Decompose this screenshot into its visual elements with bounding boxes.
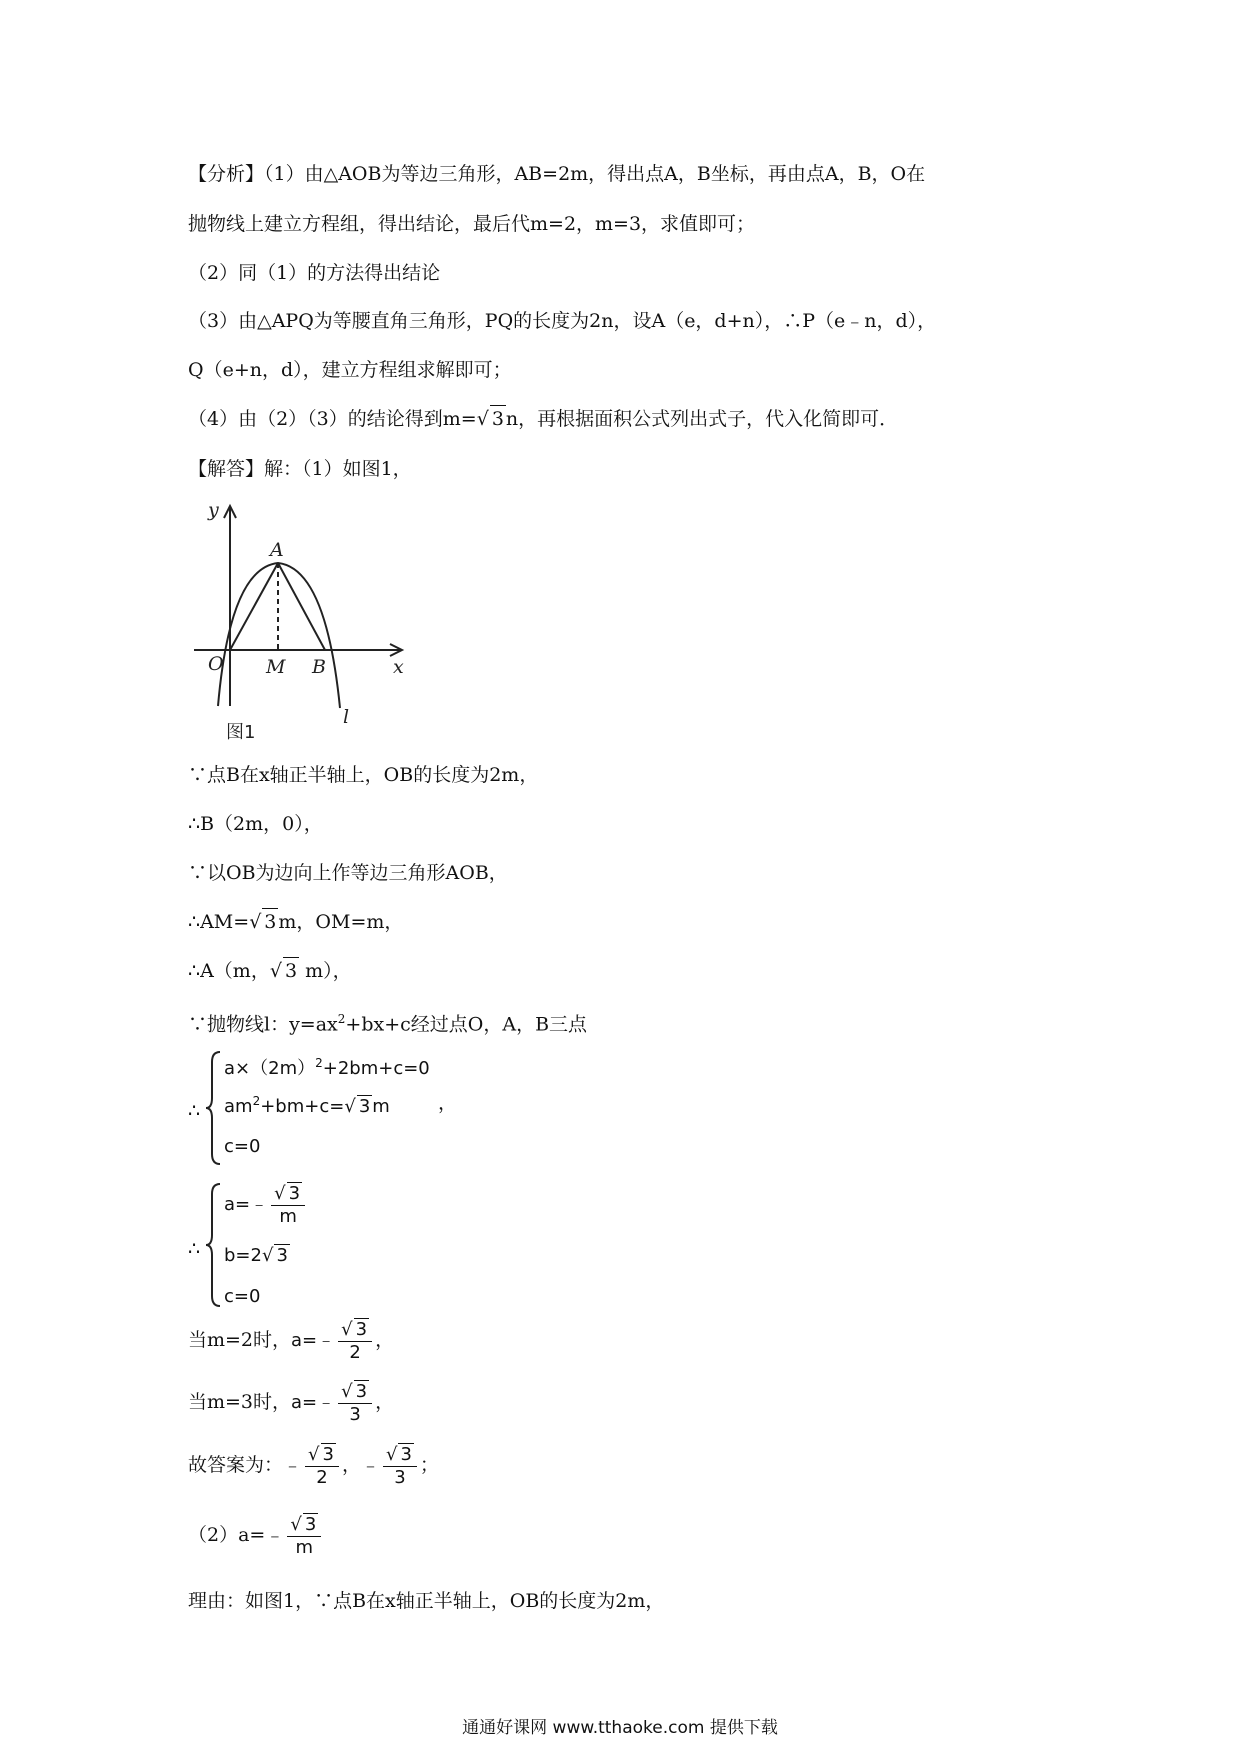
sqrt: √ 3: [477, 405, 506, 432]
fraction: $\frac{√ 3}{2}$: [305, 1443, 339, 1489]
analysis-line-3: （2）同（1）的方法得出结论: [188, 262, 441, 284]
text: am: [224, 1096, 253, 1117]
equation-3: c=0: [224, 1136, 261, 1157]
footer: 通通好课网 www.tthaoke.com 提供下载: [462, 1718, 778, 1738]
text: +bx+c经过点O，A，B三点: [345, 1013, 588, 1036]
equation-c: c=0: [224, 1286, 261, 1307]
text: a=﹣: [224, 1194, 269, 1215]
text: 当m=3时，: [188, 1391, 292, 1413]
therefore-symbol: ∴: [188, 1238, 201, 1260]
text: a=﹣: [291, 1392, 336, 1413]
brace: [204, 1048, 224, 1168]
step-3: ∵以OB为边向上作等边三角形AOB，: [188, 862, 508, 884]
text: ，: [375, 1329, 395, 1351]
o-label: O: [208, 653, 224, 675]
analysis-line-1: 【分析】（1）由△AOB为等边三角形，AB=2m，得出点A，B坐标，再由点A，B，O在: [188, 163, 926, 185]
fraction: $\frac{√ 3}{2}$: [338, 1318, 372, 1364]
analysis-line-2: 抛物线上建立方程组，得出结论，最后代m=2，m=3，求值即可；: [188, 213, 756, 235]
text: a=﹣: [291, 1330, 336, 1351]
text: a×（2m）: [224, 1058, 316, 1079]
superscript: 2: [337, 1012, 346, 1026]
step-4: [188, 908, 403, 935]
text: +2bm+c=0: [322, 1058, 430, 1079]
fraction: $\frac{√ 3}{m}$: [271, 1182, 305, 1228]
comma: ，: [438, 1092, 458, 1114]
answer-line: [188, 1443, 439, 1489]
l-label: l: [343, 706, 350, 728]
step-5: [188, 957, 352, 984]
analysis-line-6: [188, 405, 898, 432]
equation-a: [224, 1182, 308, 1228]
text: m: [372, 1096, 390, 1117]
b-label: B: [312, 656, 326, 678]
text: ，﹣: [341, 1454, 380, 1476]
text: ∵抛物线l：y=ax: [188, 1013, 338, 1036]
text: +bm+c=: [260, 1096, 345, 1117]
therefore-symbol: ∴: [188, 1100, 201, 1122]
fraction: $\frac{√ 3}{3}$: [338, 1380, 372, 1426]
case-m2: [188, 1318, 394, 1364]
equation-1: [224, 1054, 430, 1080]
step-1: ∵点B在x轴正半轴上，OB的长度为2m，: [188, 764, 539, 786]
fraction: $\frac{√ 3}{m}$: [287, 1513, 321, 1559]
text: m，OM=m，: [278, 911, 404, 933]
superscript: 2: [252, 1094, 261, 1108]
sqrt: √ 3: [261, 1245, 288, 1266]
text: ∴A（m，: [188, 960, 270, 982]
analysis-line-5: Q（e+n，d），建立方程组求解即可；: [188, 359, 512, 381]
text: ∴AM=: [188, 911, 250, 933]
analysis-line-4: （3）由△APQ为等腰直角三角形，PQ的长度为2n，设A（e，d+n），∴P（e﹣n，d），: [188, 310, 937, 332]
text: （2）a=﹣: [188, 1524, 285, 1546]
sqrt: √ 3: [270, 957, 299, 984]
text: m），: [299, 960, 352, 982]
text: b=2: [224, 1245, 262, 1266]
x-label: x: [393, 656, 404, 678]
equation-b: [224, 1244, 290, 1266]
a-label: A: [270, 539, 284, 561]
text: ；: [419, 1454, 439, 1476]
text: （4）由（2）（3）的结论得到m=: [188, 408, 477, 430]
equation-2: [224, 1094, 390, 1117]
step-2: ∴B（2m，0），: [188, 813, 323, 835]
text: 当m=2时，: [188, 1329, 292, 1351]
superscript: 2: [315, 1056, 323, 1070]
text: ，: [375, 1391, 395, 1413]
part-2-line: [188, 1513, 324, 1559]
y-label: y: [208, 499, 219, 521]
step-6: [188, 1006, 587, 1037]
text: n，再根据面积公式列出式子，代入化简即可．: [505, 408, 899, 430]
text: 故答案为：﹣: [188, 1454, 303, 1476]
figure-1: [190, 498, 420, 753]
fraction: $\frac{√ 3}{3}$: [383, 1443, 417, 1489]
brace: [204, 1180, 224, 1310]
case-m3: [188, 1380, 394, 1426]
solution-header: 【解答】解：（1）如图1，: [188, 458, 412, 480]
sqrt: √ 3: [344, 1096, 371, 1117]
sqrt: √ 3: [249, 908, 278, 935]
figure-caption: 图1: [226, 722, 256, 743]
reason-line: 理由：如图1，∵点B在x轴正半轴上，OB的长度为2m，: [188, 1590, 665, 1612]
m-label: M: [266, 656, 286, 678]
